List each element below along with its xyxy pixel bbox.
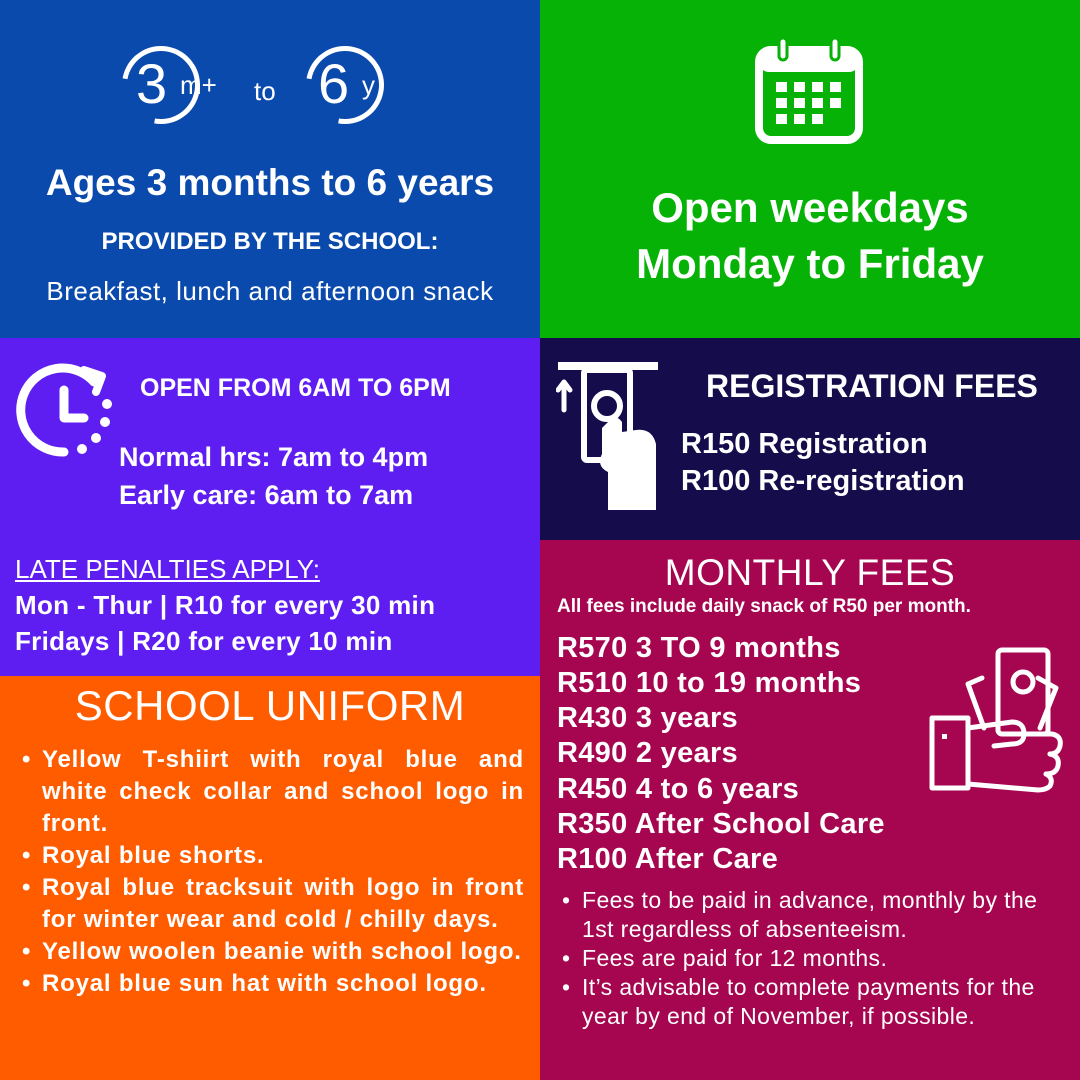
open-hours-title: OPEN FROM 6AM TO 6PM: [140, 374, 451, 402]
uniform-item: • Royal blue tracksuit with logo in front for winter wear and cold / chilly days.: [22, 872, 524, 936]
uniform-title: SCHOOL UNIFORM: [74, 682, 466, 729]
age-start-number: 3: [136, 52, 168, 115]
meals-text: Breakfast, lunch and afternoon snack: [46, 276, 494, 306]
reregistration-fee-line: R100 Re-registration: [681, 465, 965, 497]
fee-line: R350 After School Care: [557, 808, 885, 840]
ages-title: Ages 3 months to 6 years: [45, 162, 495, 203]
ages-panel: [0, 0, 540, 338]
late-fridays-text: Fridays | R20 for every 10 min: [15, 626, 393, 656]
uniform-panel: [0, 676, 540, 1080]
open-weekdays-text: Open weekdays: [651, 184, 969, 231]
monthly-fees-notes: [562, 886, 1072, 1031]
hand-holding-cash-icon: [928, 644, 1076, 794]
registration-title: REGISTRATION FEES: [706, 368, 1038, 404]
open-days-text: Monday to Friday: [636, 240, 984, 287]
uniform-item: • Yellow T-shiirt with royal blue and white check collar and school logo in front.: [22, 744, 524, 840]
uniform-list: [22, 744, 524, 1000]
fee-line: R510 10 to 19 months: [557, 667, 862, 699]
early-care-text: Early care: 6am to 7am: [119, 480, 414, 510]
clock-icon: [12, 360, 118, 460]
monthly-fees-title: MONTHLY FEES: [664, 552, 956, 593]
fee-note: • Fees to be paid in advance, monthly by the 1st regardless of absenteeism.: [562, 886, 1072, 944]
hours-panel: [0, 338, 540, 676]
age-start-unit: m+: [180, 70, 217, 100]
normal-hours-text: Normal hrs: 7am to 4pm: [119, 442, 429, 472]
monthly-fees-subtitle: All fees include daily snack of R50 per month.: [557, 596, 971, 617]
registration-fee-line: R150 Registration: [681, 428, 928, 460]
uniform-item: • Yellow woolen beanie with school logo.: [22, 936, 524, 968]
age-end-unit: y: [362, 70, 375, 100]
age-connector: to: [254, 76, 276, 106]
fee-line: R100 After Care: [557, 843, 779, 875]
fee-line: R430 3 years: [557, 702, 738, 734]
registration-panel: [540, 338, 1080, 540]
uniform-item: • Royal blue sun hat with school logo.: [22, 968, 524, 1000]
fee-note: • It’s advisable to complete payments for the year by end of November, if possible.: [562, 973, 1072, 1031]
late-weekdays-text: Mon - Thur | R10 for every 30 min: [15, 590, 436, 620]
late-penalties-heading: LATE PENALTIES APPLY:: [15, 554, 320, 584]
fee-line: R450 4 to 6 years: [557, 773, 800, 805]
fee-line: R490 2 years: [557, 737, 738, 769]
monthly-fees-panel: [540, 540, 1080, 1080]
fee-note: • Fees are paid for 12 months.: [562, 944, 1072, 973]
age-end-number: 6: [318, 52, 350, 115]
provided-heading: PROVIDED BY THE SCHOOL:: [101, 228, 439, 255]
calendar-icon: [754, 36, 864, 146]
fee-line: R570 3 TO 9 months: [557, 632, 841, 664]
uniform-item: • Royal blue shorts.: [22, 840, 524, 872]
atm-cash-hand-icon: [556, 358, 666, 510]
open-days-panel: [540, 0, 1080, 338]
